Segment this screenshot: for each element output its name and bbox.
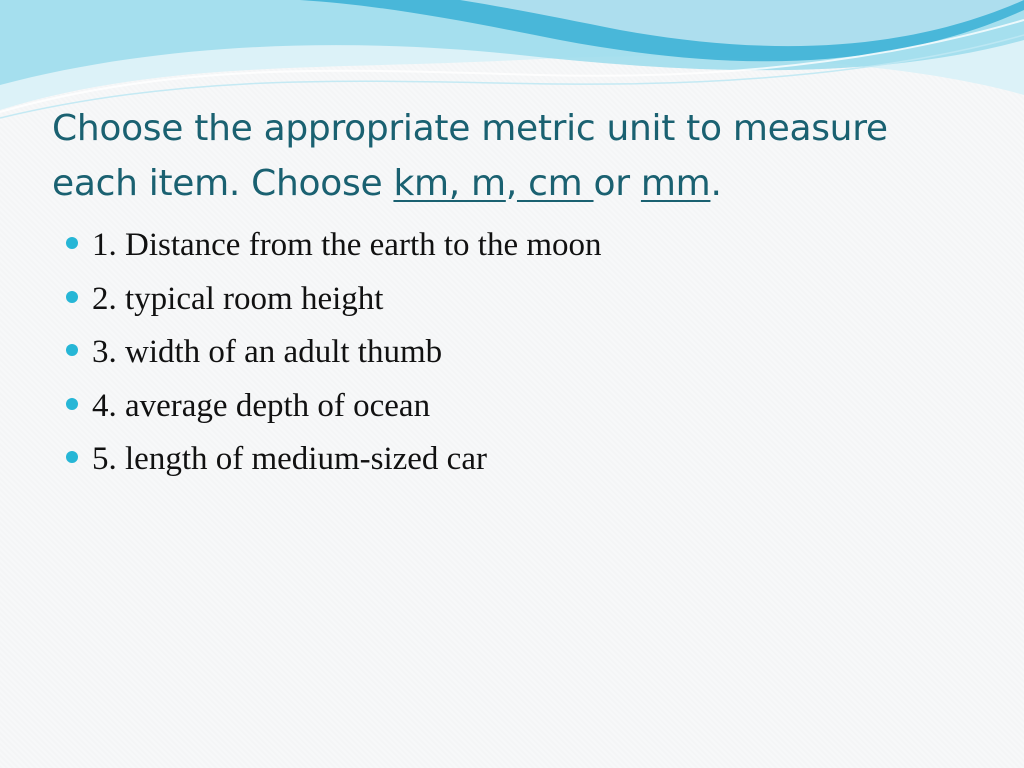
title-line-2 bbox=[52, 156, 992, 211]
list-item bbox=[62, 274, 602, 328]
list-item bbox=[62, 220, 602, 274]
title-line-2-prefix: each item. Choose bbox=[52, 163, 394, 204]
list-item-text: 3. width of an adult thumb bbox=[92, 334, 443, 370]
bullet-icon bbox=[66, 344, 78, 356]
list-item-text: 4. average depth of ocean bbox=[92, 387, 431, 424]
title-period: . bbox=[710, 163, 722, 204]
list-item bbox=[62, 434, 602, 488]
item-list bbox=[62, 220, 602, 488]
slide-title bbox=[52, 101, 992, 211]
units-link-mm[interactable]: mm bbox=[640, 163, 711, 204]
units-link-cm[interactable]: cm bbox=[516, 163, 594, 204]
units-link-km-m[interactable]: km, m bbox=[393, 163, 506, 204]
list-item bbox=[62, 381, 602, 435]
list-item-text: 5. length of medium-sized car bbox=[92, 441, 487, 477]
list-item bbox=[62, 327, 602, 381]
list-item-text: 1. Distance from the earth to the moon bbox=[92, 227, 602, 263]
bullet-icon bbox=[66, 451, 78, 463]
list-item-text: 2. typical room height bbox=[92, 280, 384, 317]
or-text: or bbox=[593, 163, 641, 204]
bullet-icon bbox=[66, 237, 78, 249]
bullet-icon bbox=[66, 398, 78, 410]
bullet-icon bbox=[66, 291, 78, 303]
units-separator: , bbox=[505, 163, 517, 204]
title-line-1: Choose the appropriate metric unit to measure bbox=[52, 108, 888, 149]
